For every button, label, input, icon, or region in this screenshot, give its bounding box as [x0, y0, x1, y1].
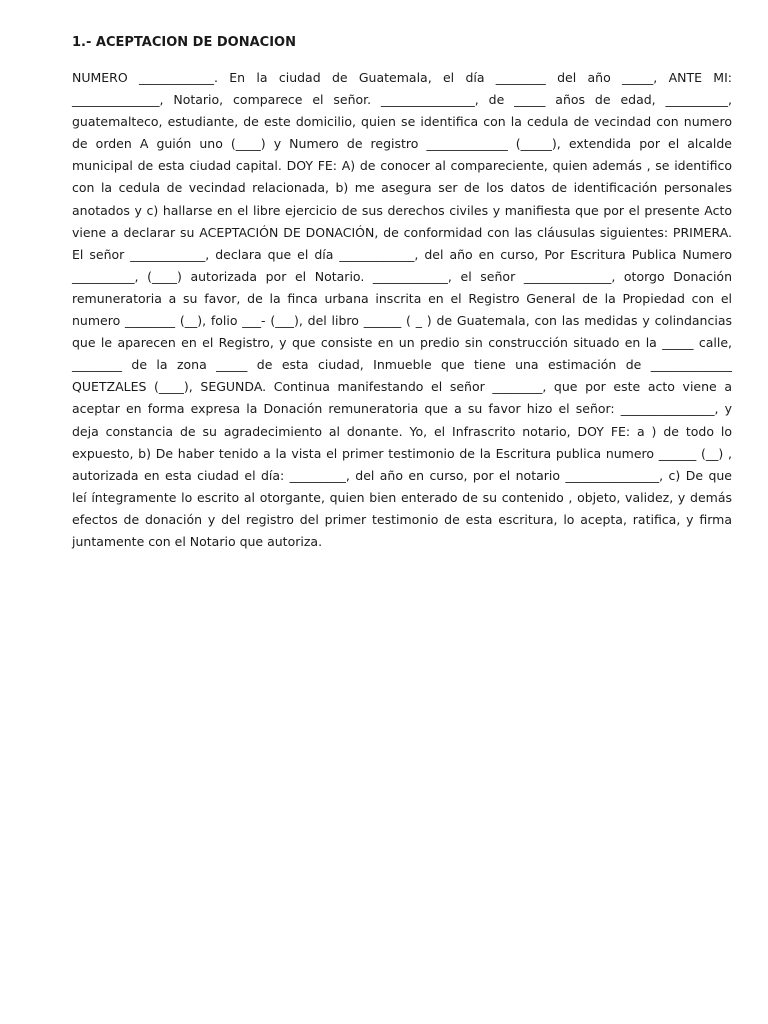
body-line: remuneratoria a su favor, de la finca urbana inscrita en el Registro General de la Propiedad con el	[72, 290, 732, 306]
body-line: juntamente con el Notario que autoriza.	[72, 533, 323, 549]
body-line: anotados y c) hallarse en el libre ejercicio de sus derechos civiles y manifiesta que por el presente Acto	[72, 202, 732, 218]
body-line: leí íntegramente lo escrito al otorgante, quien bien enterado de su contenido , objeto, validez, y demás	[72, 489, 732, 505]
body-line: con la cedula de vecindad relacionada, b) me asegura ser de los datos de identificación personales	[72, 180, 732, 196]
body-line: __________, (____) autorizada por el Notario. ____________, el señor ______________, otorgo Donación	[72, 268, 732, 284]
body-line: efectos de donación y del registro del primer testimonio de esta escritura, lo acepta, ratifica, y firma	[72, 511, 732, 527]
body-line: aceptar en forma expresa la Donación remuneratoria que a su favor hizo el señor: _______________, y	[72, 401, 732, 417]
body-line: guatemalteco, estudiante, de este domicilio, quien se identifica con la cedula de vecindad con numero	[72, 114, 732, 130]
body-line: numero ________ (__), folio ___- (___), del libro ______ ( _ ) de Guatemala, con las medidas y colindancias	[72, 313, 732, 329]
body-line: que le aparecen en el Registro, y que consiste en un predio sin construcción situado en la _____ calle,	[72, 335, 732, 351]
body-line: NUMERO ____________. En la ciudad de Guatemala, el día ________ del año _____, ANTE MI:	[72, 70, 732, 85]
body-line: ______________, Notario, comparece el señor. _______________, de _____ años de edad, __________,	[72, 92, 732, 108]
body-line: El señor ____________, declara que el día ____________, del año en curso, Por Escritura Publica Numero	[72, 246, 732, 262]
body-line: ________ de la zona _____ de esta ciudad, Inmueble que tiene una estimación de _____________	[72, 357, 732, 373]
document-body	[72, 67, 732, 553]
body-line: municipal de esta ciudad capital. DOY FE: A) de conocer al compareciente, quien además , se identifico	[72, 158, 732, 174]
document-heading: 1.- ACEPTACION DE DONACION	[72, 35, 296, 50]
body-line: viene a declarar su ACEPTACIÓN DE DONACIÓN, de conformidad con las cláusulas siguientes: PRIMERA.	[72, 224, 732, 240]
body-line: deja constancia de su agradecimiento al donante. Yo, el Infrascrito notario, DOY FE: a ) de todo lo	[72, 423, 732, 439]
body-line: expuesto, b) De haber tenido a la vista el primer testimonio de la Escritura publica numero ______ (__) ,	[72, 445, 732, 461]
body-line: de orden A guión uno (____) y Numero de registro _____________ (_____), extendida por el alcalde	[72, 136, 732, 152]
body-line: QUETZALES (____), SEGUNDA. Continua manifestando el señor ________, que por este acto viene a	[72, 379, 732, 395]
body-line: autorizada en esta ciudad el día: _________, del año en curso, por el notario _______________, c) De que	[72, 467, 732, 483]
